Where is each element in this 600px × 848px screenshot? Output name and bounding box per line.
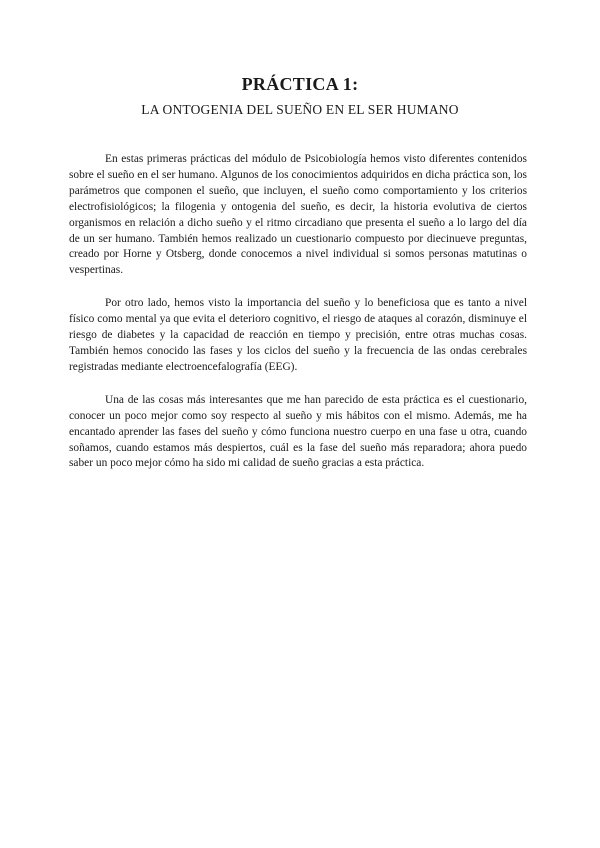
document-subtitle: LA ONTOGENIA DEL SUEÑO EN EL SER HUMANO (141, 102, 459, 117)
document-title: PRÁCTICA 1: (241, 74, 359, 94)
paragraph-2: Por otro lado, hemos visto la importancia del sueño y lo beneficiosa que es tanto a nivel físico como mental ya que evita el deterioro cognitivo, el riesgo de ataques al corazón, disminuye el riesgo de diabetes y la capacidad de reacción en tiempo y precisión, entre otras muchas cosas. También hemos conocido las fases y los ciclos del sueño y la frecuencia de las ondas cerebrales registradas mediante electroencefalografía (EEG). (69, 297, 527, 373)
paragraph-1: En estas primeras prácticas del módulo de Psicobiología hemos visto diferentes contenidos sobre el sueño en el ser humano. Algunos de los conocimientos adquiridos en dicha práctica son, los parámetros que componen el sueño, que incluyen, el sueño como comportamiento y los criterios electrofisiológicos; la filogenia y ontogenia del sueño, es decir, la historia evolutiva de ciertos organismos en relación a dicho sueño y el ritmo circadiano que presenta el sueño a lo largo del día de un ser humano. También hemos realizado un cuestionario compuesto por diecinueve preguntas, creado por Horne y Otsberg, donde conocemos a nivel individual si somos personas matutinas o vespertinas. (69, 153, 527, 277)
document-body (69, 152, 527, 489)
paragraph-3: Una de las cosas más interesantes que me han parecido de esta práctica es el cuestionario, conocer un poco mejor como soy respecto al sueño y mis hábitos con el mismo. Además, me ha encantado aprender las fases del sueño y cómo funciona nuestro cuerpo en una fase u otra, cuando soñamos, cuando estamos más despiertos, cuál es la fase del sueño más reparadora; ahora puedo saber un poco mejor cómo ha sido mi calidad de sueño gracias a esta práctica. (69, 393, 527, 470)
